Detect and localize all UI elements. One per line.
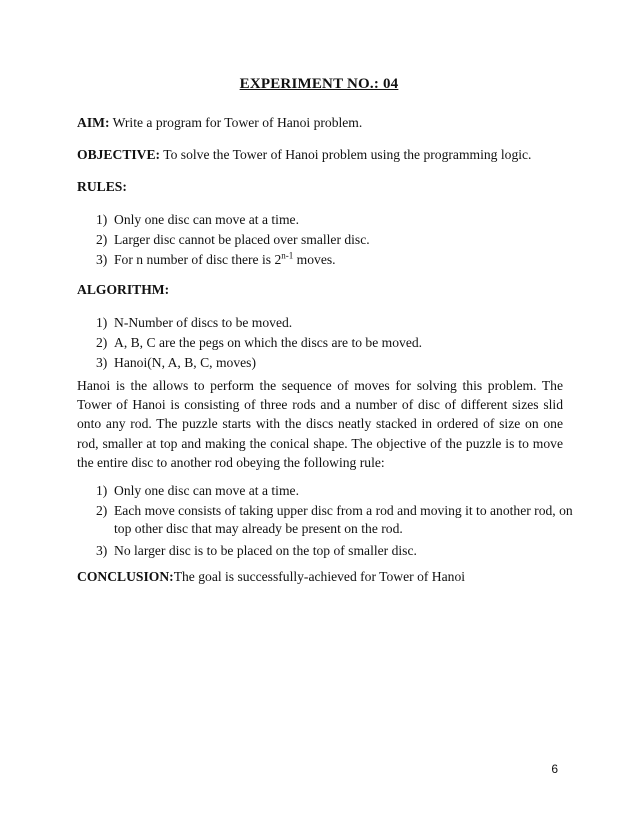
list-item-number: 1) <box>96 483 108 498</box>
list-item <box>96 482 584 502</box>
rules-list <box>96 211 370 271</box>
conclusion-text: The goal is successfully-achieved for Tower of Hanoi <box>173 569 466 584</box>
superscript-exponent: n-1 <box>281 250 294 261</box>
page-title: EXPERIMENT NO.: 04 <box>239 76 399 92</box>
objective-line <box>77 146 531 164</box>
list-item-number: 1) <box>96 212 108 227</box>
list-item <box>96 314 422 334</box>
list-item-number: 2) <box>96 232 108 247</box>
list-item-text: Each move consists of taking upper disc from a rod and moving it to another rod, on top other disc that may already be present on the rod. <box>114 503 573 536</box>
list-item <box>96 251 370 271</box>
list-item-text: No larger disc is to be placed on the top of smaller disc. <box>114 543 417 558</box>
list-item <box>96 502 584 542</box>
list-item-text: A, B, C are the pegs on which the discs are to be moved. <box>114 335 423 350</box>
rule-list <box>96 482 584 562</box>
list-item-text: Only one disc can move at a time. <box>114 212 299 227</box>
list-item-text: Larger disc cannot be placed over smaller disc. <box>114 232 370 247</box>
objective-label: OBJECTIVE: <box>77 147 161 162</box>
list-item-number: 3) <box>96 355 108 370</box>
list-item-number: 2) <box>96 335 108 350</box>
list-item-number: 1) <box>96 315 108 330</box>
algorithm-list <box>96 314 422 374</box>
description-paragraph: Hanoi is the allows to perform the sequence of moves for solving this problem. The Tower of Hanoi is consisting of three rods and a number of disc of different sizes slid onto any rod. The puzzle starts with the discs neatly stacked in ordered of size on one rod, smaller at top and making the conical shape. The objective of the puzzle is to move the entire disc to another rod obeying the following rule: <box>77 378 563 470</box>
list-item <box>96 542 584 562</box>
objective-text: To solve the Tower of Hanoi problem using the programming logic. <box>160 147 532 162</box>
list-item <box>96 231 370 251</box>
list-item-text-before: For n number of disc there is 2 <box>114 252 282 267</box>
list-item-text: Only one disc can move at a time. <box>114 483 299 498</box>
conclusion-label: CONCLUSION: <box>77 569 174 584</box>
list-item <box>96 211 370 231</box>
list-item-text: Hanoi(N, A, B, C, moves) <box>114 355 256 370</box>
conclusion-line <box>77 568 465 586</box>
page-number: 6 <box>551 762 558 776</box>
list-item-number: 2) <box>96 503 108 518</box>
rules-heading: RULES: <box>77 179 127 194</box>
list-item-text-after: moves. <box>293 252 336 267</box>
aim-text: Write a program for Tower of Hanoi problem. <box>109 115 363 130</box>
list-item-number: 3) <box>96 543 108 558</box>
list-item <box>96 334 422 354</box>
list-item-text: N-Number of discs to be moved. <box>114 315 293 330</box>
list-item-number: 3) <box>96 252 108 267</box>
list-item <box>96 354 422 374</box>
algorithm-heading: ALGORITHM: <box>77 282 170 297</box>
aim-label: AIM: <box>77 115 110 130</box>
aim-line <box>77 114 362 132</box>
